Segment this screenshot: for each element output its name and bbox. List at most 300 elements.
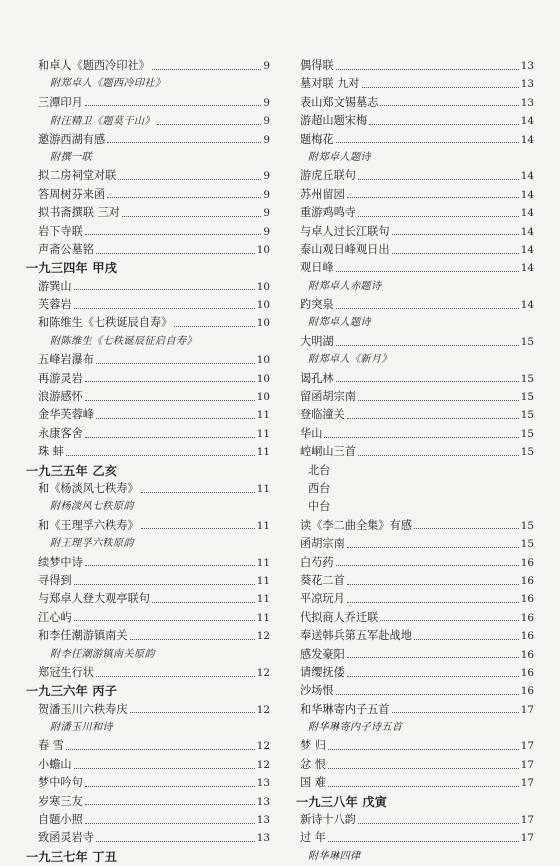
toc-year-heading xyxy=(26,462,270,480)
toc-dot-leader xyxy=(328,749,519,750)
toc-entry-title: 北台 xyxy=(308,463,331,477)
toc-page-number: 11 xyxy=(256,519,270,532)
toc-page-number: 10 xyxy=(256,372,270,385)
toc-page-number: 15 xyxy=(520,372,534,385)
toc-entry-title: 一九三八年 戊寅 xyxy=(296,794,388,809)
toc-page-number: 13 xyxy=(520,96,534,109)
toc-dot-leader xyxy=(122,216,262,217)
toc-entry-title: 登临潼关 xyxy=(300,408,345,422)
toc-entry-title: 声斋公墓铭 xyxy=(38,242,94,256)
toc-dot-leader xyxy=(157,124,262,125)
toc-page-number: 10 xyxy=(256,317,270,330)
toc-entry xyxy=(26,480,270,498)
toc-entry xyxy=(296,829,534,847)
toc-entry-title: 过 年 xyxy=(300,831,326,845)
toc-entry-title: 答周树芬来函 xyxy=(38,187,106,201)
toc-entry-title: 一九三七年 丁丑 xyxy=(26,849,118,864)
toc-page-number: 16 xyxy=(520,574,534,587)
toc-entry xyxy=(296,204,534,222)
toc-entry-title: 感发豪阳 xyxy=(300,647,345,661)
toc-sub-entry xyxy=(26,646,270,664)
toc-page-number: 9 xyxy=(263,96,270,109)
toc-entry-title: 和李任潮游镇南关 xyxy=(38,629,128,643)
toc-page-number: 13 xyxy=(256,832,270,845)
toc-entry-title: 读《李二曲全集》有感 xyxy=(300,518,412,532)
toc-entry xyxy=(26,296,270,314)
toc-page-number: 16 xyxy=(520,666,534,679)
toc-entry xyxy=(296,259,534,277)
toc-dot-leader xyxy=(336,142,519,143)
toc-dot-leader xyxy=(96,676,255,677)
toc-year-heading xyxy=(26,682,270,700)
toc-entry-title: 一九三四年 甲戌 xyxy=(26,261,118,276)
toc-dot-leader xyxy=(85,786,255,787)
toc-entry-title: 国 难 xyxy=(300,776,326,790)
toc-page-number: 15 xyxy=(520,446,534,459)
toc-page-number: 9 xyxy=(263,60,270,72)
toc-entry xyxy=(26,756,270,774)
toc-year-heading xyxy=(26,259,270,277)
toc-entry-title: 附郑卓人《题西冷印社》 xyxy=(50,78,166,90)
toc-page-number: 15 xyxy=(520,391,534,404)
toc-entry-title: 函胡宗南 xyxy=(300,537,345,551)
toc-entry-title: 小蟾山 xyxy=(38,757,72,771)
toc-page-number: 14 xyxy=(520,188,534,201)
toc-entry-title: 附郑卓人《新月》 xyxy=(308,354,392,366)
toc-dot-leader xyxy=(336,381,519,382)
toc-entry-title: 观日峰 xyxy=(300,261,334,275)
toc-dot-leader xyxy=(336,565,519,566)
toc-dot-leader xyxy=(328,786,519,787)
toc-sub-entry xyxy=(26,149,270,167)
toc-entry xyxy=(26,278,270,296)
toc-sub-entry xyxy=(26,75,270,93)
toc-entry-title: 附华琳寄内子诗五首 xyxy=(308,722,403,734)
toc-entry-title: 附潘玉川和诗 xyxy=(50,722,113,734)
toc-entry-title: 春 雪 xyxy=(38,739,64,753)
toc-entry-title: 邀游西湖有感 xyxy=(38,132,106,146)
toc-sub-entry xyxy=(296,351,534,369)
toc-page-number: 16 xyxy=(520,685,534,698)
toc-year-heading xyxy=(26,848,270,866)
toc-dot-leader xyxy=(96,253,255,254)
toc-entry-title: 游超山题宋梅 xyxy=(300,114,368,128)
toc-entry-title: 一九三五年 乙亥 xyxy=(26,463,118,478)
toc-page-number: 11 xyxy=(256,574,270,587)
toc-entry-title: 墓对联 九对 xyxy=(300,77,360,91)
toc-entry-title: 华山 xyxy=(300,426,323,440)
toc-dot-leader xyxy=(392,712,519,713)
toc-entry xyxy=(26,406,270,424)
toc-entry-title: 附李任潮游镇南关原韵 xyxy=(50,648,155,660)
toc-page-number: 10 xyxy=(256,299,270,312)
toc-entry-title: 和卓人《题西冷印社》 xyxy=(38,59,150,72)
toc-entry xyxy=(296,241,534,259)
toc-entry xyxy=(26,204,270,222)
toc-dot-leader xyxy=(152,69,261,70)
toc-entry-title: 附郑卓人题诗 xyxy=(308,317,371,329)
toc-page-number: 17 xyxy=(520,777,534,790)
toc-page-number: 11 xyxy=(256,593,270,606)
toc-page-number: 11 xyxy=(256,611,270,624)
toc-entry-title: 新诗十八韵 xyxy=(300,813,356,827)
toc-entry-title: 表山郑文锡墓志 xyxy=(300,95,379,109)
toc-page-number: 11 xyxy=(256,409,270,422)
toc-sub-entry xyxy=(296,314,534,332)
toc-entry-title: 与卓人过长江联句 xyxy=(300,224,390,238)
toc-page-number: 15 xyxy=(520,409,534,422)
toc-dot-leader xyxy=(328,841,519,842)
toc-entry-title: 苏州留园 xyxy=(300,187,345,201)
toc-entry-title: 附陈维生《七秩诞辰征启自寿》 xyxy=(50,335,197,347)
toc-entry-title: 芙蓉岩 xyxy=(38,298,72,312)
toc-page-number: 9 xyxy=(263,115,270,128)
toc-dot-leader xyxy=(174,326,255,327)
toc-entry xyxy=(26,57,270,75)
toc-dot-leader xyxy=(96,363,255,364)
toc-entry-title: 请缨抚倭 xyxy=(300,665,345,679)
toc-entry xyxy=(296,388,534,406)
toc-entry-title: 附郑卓人题诗 xyxy=(308,151,371,163)
toc-page-number: 16 xyxy=(520,611,534,624)
toc-dot-leader xyxy=(141,492,255,493)
toc-entry-title: 和华琳寄内子五首 xyxy=(300,702,390,716)
toc-entry xyxy=(296,480,534,498)
toc-page-number: 13 xyxy=(256,814,270,827)
toc-entry xyxy=(26,572,270,590)
toc-entry xyxy=(296,443,534,461)
toc-entry-title: 珠 蚌 xyxy=(38,445,64,459)
toc-entry-title: 葵花二首 xyxy=(300,573,345,587)
toc-entry xyxy=(296,296,534,314)
toc-entry-title: 奉送韩兵第五军赴战地 xyxy=(300,629,412,643)
toc-page-number: 15 xyxy=(520,427,534,440)
toc-sub-entry xyxy=(26,719,270,737)
toc-page-number: 10 xyxy=(256,391,270,404)
toc-dot-leader xyxy=(152,602,255,603)
toc-page-number: 15 xyxy=(520,335,534,348)
toc-entry-title: 游巽山 xyxy=(38,279,72,293)
toc-entry-title: 五峰岩瀑布 xyxy=(38,353,94,367)
toc-dot-leader xyxy=(74,768,255,769)
toc-entry-title: 致函灵岩寺 xyxy=(38,831,94,845)
toc-dot-leader xyxy=(414,639,519,640)
toc-page-number: 12 xyxy=(256,703,270,716)
toc-entry xyxy=(26,627,270,645)
toc-page-number: 9 xyxy=(263,207,270,220)
toc-entry-title: 三潭印月 xyxy=(38,95,83,109)
toc-page-number: 16 xyxy=(520,630,534,643)
toc-entry xyxy=(296,425,534,443)
toc-entry xyxy=(296,462,534,480)
toc-sub-entry xyxy=(26,112,270,130)
toc-page-number: 14 xyxy=(520,299,534,312)
toc-page-number: 9 xyxy=(263,225,270,238)
toc-dot-leader xyxy=(85,565,255,566)
toc-page-number: 17 xyxy=(520,703,534,716)
toc-dot-leader xyxy=(369,124,519,125)
toc-entry xyxy=(296,131,534,149)
toc-dot-leader xyxy=(74,584,255,585)
toc-dot-leader xyxy=(347,547,519,548)
toc-entry xyxy=(296,370,534,388)
toc-entry xyxy=(296,517,534,535)
toc-entry xyxy=(296,333,534,351)
toc-entry-title: 自题小照 xyxy=(38,813,83,827)
toc-page-number: 17 xyxy=(520,832,534,845)
toc-page-number: 13 xyxy=(520,78,534,91)
toc-entry xyxy=(296,186,534,204)
toc-page-number: 14 xyxy=(520,243,534,256)
toc-entry-title: 续梦中诗 xyxy=(38,555,83,569)
toc-page-number: 14 xyxy=(520,133,534,146)
toc-entry xyxy=(296,223,534,241)
toc-dot-leader xyxy=(74,308,255,309)
toc-entry-title: 拟书斋撰联 三对 xyxy=(38,206,120,220)
toc-dot-leader xyxy=(336,271,519,272)
toc-page-number: 14 xyxy=(520,170,534,183)
toc-entry xyxy=(26,811,270,829)
toc-entry-title: 拟二房祠堂对联 xyxy=(38,169,117,183)
toc-page-number: 11 xyxy=(256,482,270,495)
toc-entry-title: 一九三六年 丙子 xyxy=(26,684,118,699)
toc-entry-title: 岁寒三友 xyxy=(38,794,83,808)
toc-dot-leader xyxy=(347,657,519,658)
toc-entry-title: 附杨淡风七秩原韵 xyxy=(50,501,134,513)
toc-dot-leader xyxy=(96,418,255,419)
toc-entry-title: 附撰一联 xyxy=(50,151,92,163)
toc-entry xyxy=(296,590,534,608)
toc-entry xyxy=(296,94,534,112)
toc-dot-leader xyxy=(85,400,255,401)
toc-entry-title: 代拟商人乔迁联 xyxy=(300,610,379,624)
toc-entry-title: 崆峒山三首 xyxy=(300,445,356,459)
toc-sub-entry xyxy=(26,535,270,553)
toc-dot-leader xyxy=(336,69,519,70)
toc-year-heading xyxy=(296,793,534,811)
toc-entry xyxy=(26,443,270,461)
toc-entry-title: 和《王理孚六秩寿》 xyxy=(38,518,139,532)
toc-dot-leader xyxy=(347,676,519,677)
toc-page-number: 12 xyxy=(256,630,270,643)
toc-right-column xyxy=(296,57,534,866)
toc-entry xyxy=(296,167,534,185)
toc-page-number: 12 xyxy=(256,758,270,771)
toc-entry-title: 附郑卓人赤题诗 xyxy=(308,280,382,292)
toc-entry xyxy=(26,131,270,149)
toc-entry-title: 附汪精卫《题莫干山》 xyxy=(50,116,155,128)
toc-page-number: 17 xyxy=(520,814,534,827)
toc-entry xyxy=(26,167,270,185)
toc-dot-leader xyxy=(66,749,255,750)
toc-dot-leader xyxy=(85,381,255,382)
toc-entry-title: 浪游感怀 xyxy=(38,390,83,404)
toc-entry-title: 题梅花 xyxy=(300,132,334,146)
toc-entry-title: 郑冠生行状 xyxy=(38,665,94,679)
toc-entry-title: 趵突泉 xyxy=(300,298,334,312)
toc-page-number: 10 xyxy=(256,280,270,293)
toc-page-number: 10 xyxy=(256,354,270,367)
toc-page-number: 15 xyxy=(520,519,534,532)
toc-entry xyxy=(26,370,270,388)
toc-entry xyxy=(296,406,534,424)
toc-sub-entry xyxy=(296,848,534,866)
toc-entry xyxy=(296,627,534,645)
toc-dot-leader xyxy=(347,418,519,419)
toc-dot-leader xyxy=(66,455,255,456)
toc-entry xyxy=(26,517,270,535)
toc-dot-leader xyxy=(85,437,255,438)
toc-entry xyxy=(26,554,270,572)
toc-dot-leader xyxy=(380,620,518,621)
toc-entry xyxy=(296,646,534,664)
toc-left-column xyxy=(26,57,270,866)
toc-dot-leader xyxy=(336,694,519,695)
toc-page-number: 13 xyxy=(256,777,270,790)
toc-entry-title: 金华芙蓉峰 xyxy=(38,408,94,422)
toc-entry xyxy=(26,664,270,682)
toc-dot-leader xyxy=(141,528,255,529)
toc-entry xyxy=(26,701,270,719)
toc-entry-title: 沙场恨 xyxy=(300,684,334,698)
toc-entry xyxy=(296,498,534,516)
toc-page-number: 14 xyxy=(520,207,534,220)
toc-entry xyxy=(296,57,534,75)
toc-entry-title: 永康客舍 xyxy=(38,426,83,440)
toc-entry-title: 贺潘玉川六秩寿庆 xyxy=(38,702,128,716)
toc-entry-title: 江心屿 xyxy=(38,610,72,624)
toc-page-number: 13 xyxy=(256,795,270,808)
toc-dot-leader xyxy=(358,400,519,401)
toc-dot-leader xyxy=(392,234,519,235)
toc-entry-title: 岩下寺联 xyxy=(38,224,83,238)
toc-entry xyxy=(296,811,534,829)
toc-entry xyxy=(296,572,534,590)
toc-entry xyxy=(296,112,534,130)
toc-entry xyxy=(296,774,534,792)
toc-dot-leader xyxy=(358,455,519,456)
toc-page-number: 12 xyxy=(256,666,270,679)
toc-sub-entry xyxy=(296,278,534,296)
toc-page-number: 15 xyxy=(520,538,534,551)
toc-dot-leader xyxy=(380,105,518,106)
toc-dot-leader xyxy=(358,216,519,217)
toc-page-number: 16 xyxy=(520,648,534,661)
toc-dot-leader xyxy=(328,768,519,769)
toc-entry-title: 附王理孚六秩原韵 xyxy=(50,538,134,550)
toc-page-number: 9 xyxy=(263,170,270,183)
toc-sub-entry xyxy=(296,149,534,167)
toc-entry-title: 西台 xyxy=(308,481,331,495)
toc-entry-title: 重游鸡鸣寺 xyxy=(300,206,356,220)
toc-entry xyxy=(26,774,270,792)
toc-page-number: 14 xyxy=(520,225,534,238)
toc-entry-title: 附华琳四律 xyxy=(308,850,361,862)
toc-dot-leader xyxy=(324,437,518,438)
toc-dot-leader xyxy=(74,289,255,290)
toc-entry-title: 梦 归 xyxy=(300,739,326,753)
toc-dot-leader xyxy=(130,639,255,640)
toc-entry-title: 白芍药 xyxy=(300,555,334,569)
toc-dot-leader xyxy=(85,804,255,805)
toc-entry xyxy=(26,186,270,204)
toc-sub-entry xyxy=(26,333,270,351)
toc-dot-leader xyxy=(107,197,261,198)
toc-page-number: 9 xyxy=(263,188,270,201)
toc-page-number: 14 xyxy=(520,262,534,275)
toc-page-number: 12 xyxy=(256,740,270,753)
toc-page-number: 16 xyxy=(520,593,534,606)
toc-entry xyxy=(296,756,534,774)
toc-sub-entry xyxy=(296,719,534,737)
toc-page-number: 11 xyxy=(256,446,270,459)
toc-page-number: 9 xyxy=(263,133,270,146)
toc-dot-leader xyxy=(414,528,519,529)
toc-dot-leader xyxy=(85,234,262,235)
toc-dot-leader xyxy=(130,712,255,713)
toc-page-number: 14 xyxy=(520,115,534,128)
toc-dot-leader xyxy=(74,620,255,621)
toc-dot-leader xyxy=(336,308,519,309)
toc-entry xyxy=(26,609,270,627)
toc-page-number: 17 xyxy=(520,758,534,771)
toc-page-number: 17 xyxy=(520,740,534,753)
toc-entry-title: 忿 恨 xyxy=(300,757,326,771)
toc-dot-leader xyxy=(336,345,519,346)
toc-entry-title: 平凉玩月 xyxy=(300,592,345,606)
toc-entry xyxy=(26,241,270,259)
toc-dot-leader xyxy=(96,841,255,842)
toc-dot-leader xyxy=(85,823,255,824)
toc-dot-leader xyxy=(392,253,519,254)
toc-entry-title: 偶得联 xyxy=(300,59,334,72)
toc-entry-title: 寻得到 xyxy=(38,573,72,587)
toc-entry xyxy=(296,609,534,627)
toc-entry xyxy=(296,664,534,682)
toc-dot-leader xyxy=(118,179,261,180)
toc-entry-title: 留函胡宗南 xyxy=(300,390,356,404)
toc-entry-title: 再游灵岩 xyxy=(38,371,83,385)
toc-entry-title: 中台 xyxy=(308,500,331,514)
toc-entry-title: 梦中吟句 xyxy=(38,776,83,790)
toc-entry xyxy=(26,314,270,332)
toc-entry-title: 大明湖 xyxy=(300,334,334,348)
toc-entry xyxy=(296,737,534,755)
toc-page-number: 16 xyxy=(520,556,534,569)
toc-entry xyxy=(296,682,534,700)
toc-page-number: 11 xyxy=(256,427,270,440)
toc-entry xyxy=(26,793,270,811)
toc-entry xyxy=(26,223,270,241)
toc-entry xyxy=(296,75,534,93)
toc-entry xyxy=(26,590,270,608)
toc-entry xyxy=(26,388,270,406)
toc-dot-leader xyxy=(358,179,519,180)
toc-entry xyxy=(26,351,270,369)
toc-dot-leader xyxy=(347,602,519,603)
toc-entry xyxy=(296,701,534,719)
toc-page-number: 10 xyxy=(256,243,270,256)
toc-dot-leader xyxy=(107,142,261,143)
toc-entry-title: 和《杨淡风七秩寿》 xyxy=(38,481,139,495)
toc-page-number: 11 xyxy=(256,556,270,569)
toc-entry-title: 谒孔林 xyxy=(300,371,334,385)
toc-entry-title: 游虎丘联句 xyxy=(300,169,356,183)
toc-dot-leader xyxy=(347,197,519,198)
toc-entry-title: 和陈维生《七秩诞辰自寿》 xyxy=(38,316,173,330)
toc-entry xyxy=(26,94,270,112)
toc-entry-title: 泰山观日峰观日出 xyxy=(300,242,390,256)
